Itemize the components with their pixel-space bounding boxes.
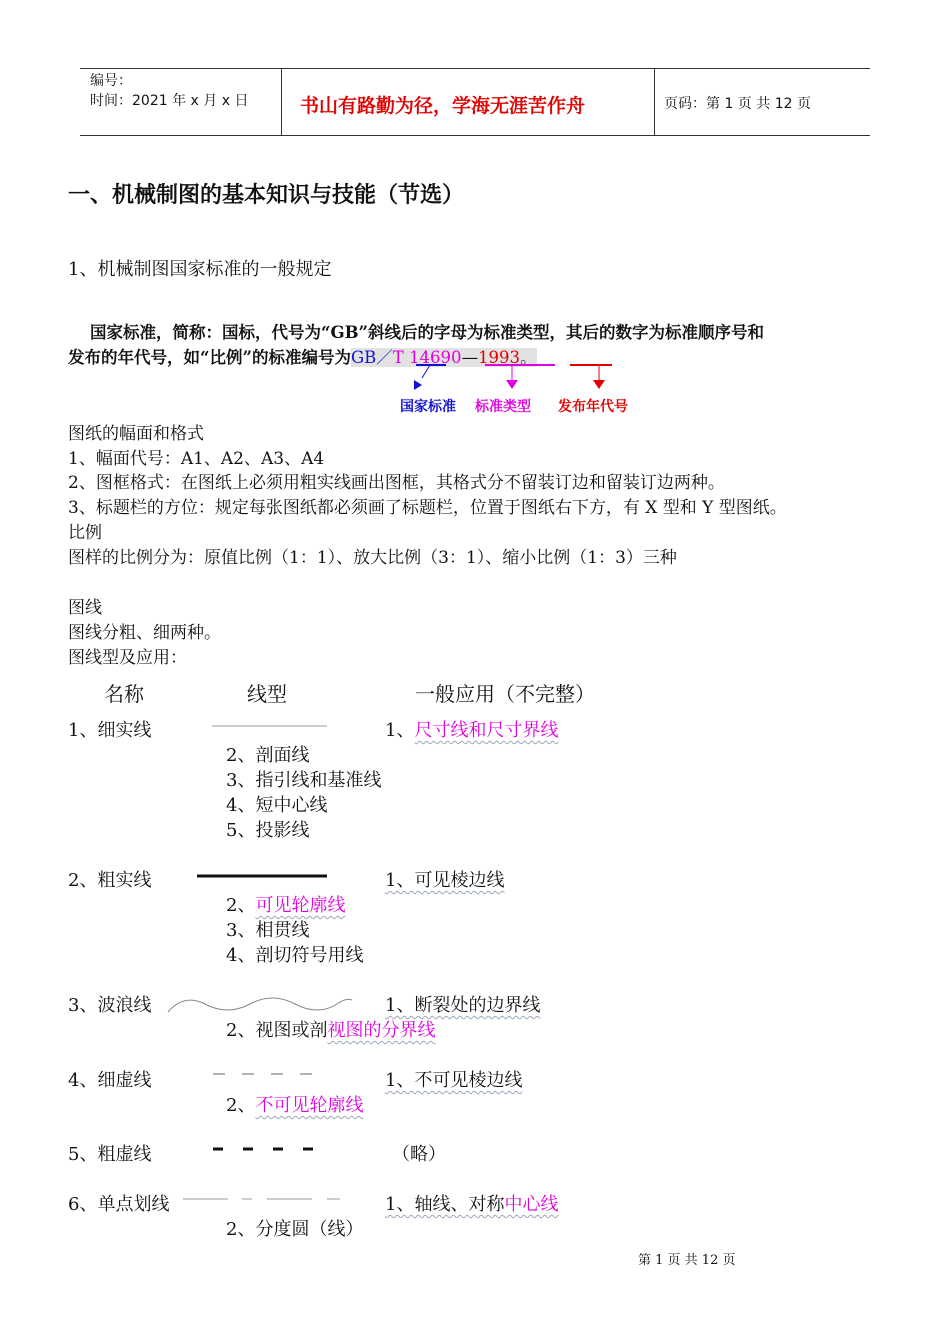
body-line: 图纸的幅面和格式 [68,424,204,444]
thin-dash-usage-2: 2、不可见轮廓线 [226,1095,364,1116]
body-line: 1、幅面代号：A1、A2、A3、A4 [68,449,325,469]
annotation-national-standard: 国家标准 [400,399,456,415]
thin-solid-usage-4: 4、短中心线 [226,795,328,816]
time-label: 时间：2021 年 x 月 x 日 [90,93,249,109]
thick-dash-usage-1: （略） [392,1144,446,1165]
code-number: 14690 [409,348,462,367]
wavy-usage-1: 1、断裂处的边界线 [385,995,541,1016]
code-end: 。 [520,348,537,367]
thick-dash-line-sample [210,1141,320,1157]
code-t: T [392,348,404,367]
thin-solid-usage-5: 5、投影线 [226,820,310,841]
wavy-usage-2: 2、视图或剖视图的分界线 [226,1020,436,1041]
lines-heading: 图线 [68,598,102,618]
thick-solid-usage-3: 3、相贯线 [226,920,310,941]
line-name-wavy: 3、波浪线 [68,995,152,1016]
thick-solid-usage-4: 4、剖切符号用线 [226,945,364,966]
page-info: 页码：第 1 页 共 12 页 [664,96,811,112]
thick-solid-usage-1: 1、可见棱边线 [385,870,505,891]
line-name-thick-dash: 5、粗虚线 [68,1144,152,1165]
lines-kinds: 图线分粗、细两种。 [68,623,221,643]
dash-dot-usage-2: 2、分度圆（线） [226,1219,364,1240]
body-line: 2、图框格式：在图纸上必须用粗实线画出图框，其格式分不留装订边和留装订边两种。 [68,473,725,493]
body-line: 3、标题栏的方位：规定每张图纸都必须画了标题栏，位置于图纸右下方，有 X 型和 Y 型图纸。 [68,498,787,518]
thin-solid-line-sample [210,718,330,734]
annotation-arrows [400,362,640,396]
code-slash: ／ [376,348,393,367]
column-header-name: 名称 [104,682,144,706]
column-header-usage: 一般应用（不完整） [415,682,595,706]
section-heading: 1、机械制图国家标准的一般规定 [68,259,332,280]
column-header-type: 线型 [247,682,287,706]
header-divider-left [281,68,282,136]
code-dash: — [461,348,479,367]
code-year: 1993 [478,348,521,367]
lines-types-heading: 图线型及应用： [68,648,187,668]
header-top-border [80,68,870,69]
document-title: 一、机械制图的基本知识与技能（节选） [68,183,465,208]
header-divider-right [654,68,655,136]
thin-dash-usage-1: 1、不可见棱边线 [385,1070,523,1091]
thin-solid-usage-1: 1、尺寸线和尺寸界线 [385,720,559,741]
thin-dash-line-sample [210,1066,320,1082]
thick-solid-line-sample [195,868,330,884]
thin-solid-usage-2: 2、剖面线 [226,745,310,766]
line-name-dash-dot: 6、单点划线 [68,1194,170,1215]
intro-line-2-prefix: 发布的年代号，如“比例”的标准编号为 [68,348,351,367]
body-line: 比例 [68,523,102,543]
header-motto: 书山有路勤为径，学海无涯苦作舟 [300,95,586,117]
line-name-thick-solid: 2、粗实线 [68,870,152,891]
page-footer: 第 1 页 共 12 页 [638,1253,736,1268]
annotation-release-year: 发布年代号 [558,399,628,415]
line-name-thin-solid: 1、细实线 [68,720,152,741]
body-line: 图样的比例分为：原值比例（1：1）、放大比例（3：1）、缩小比例（1：3）三种 [68,548,677,568]
wavy-line-sample [165,992,355,1016]
dash-dot-usage-1: 1、轴线、对称中心线 [385,1194,559,1215]
intro-line-1: 国家标准，简称：国标，代号为“GB”斜线后的字母为标准类型，其后的数字为标准顺序号和 [90,323,765,342]
thin-solid-usage-3: 3、指引线和基准线 [226,770,382,791]
thick-solid-usage-2: 2、可见轮廓线 [226,895,346,916]
header-bottom-border [80,135,870,136]
code-gb: GB [350,348,377,367]
dash-dot-line-sample [180,1191,345,1207]
line-name-thin-dash: 4、细虚线 [68,1070,152,1091]
annotation-standard-type: 标准类型 [475,399,531,415]
serial-label: 编号： [90,73,132,89]
